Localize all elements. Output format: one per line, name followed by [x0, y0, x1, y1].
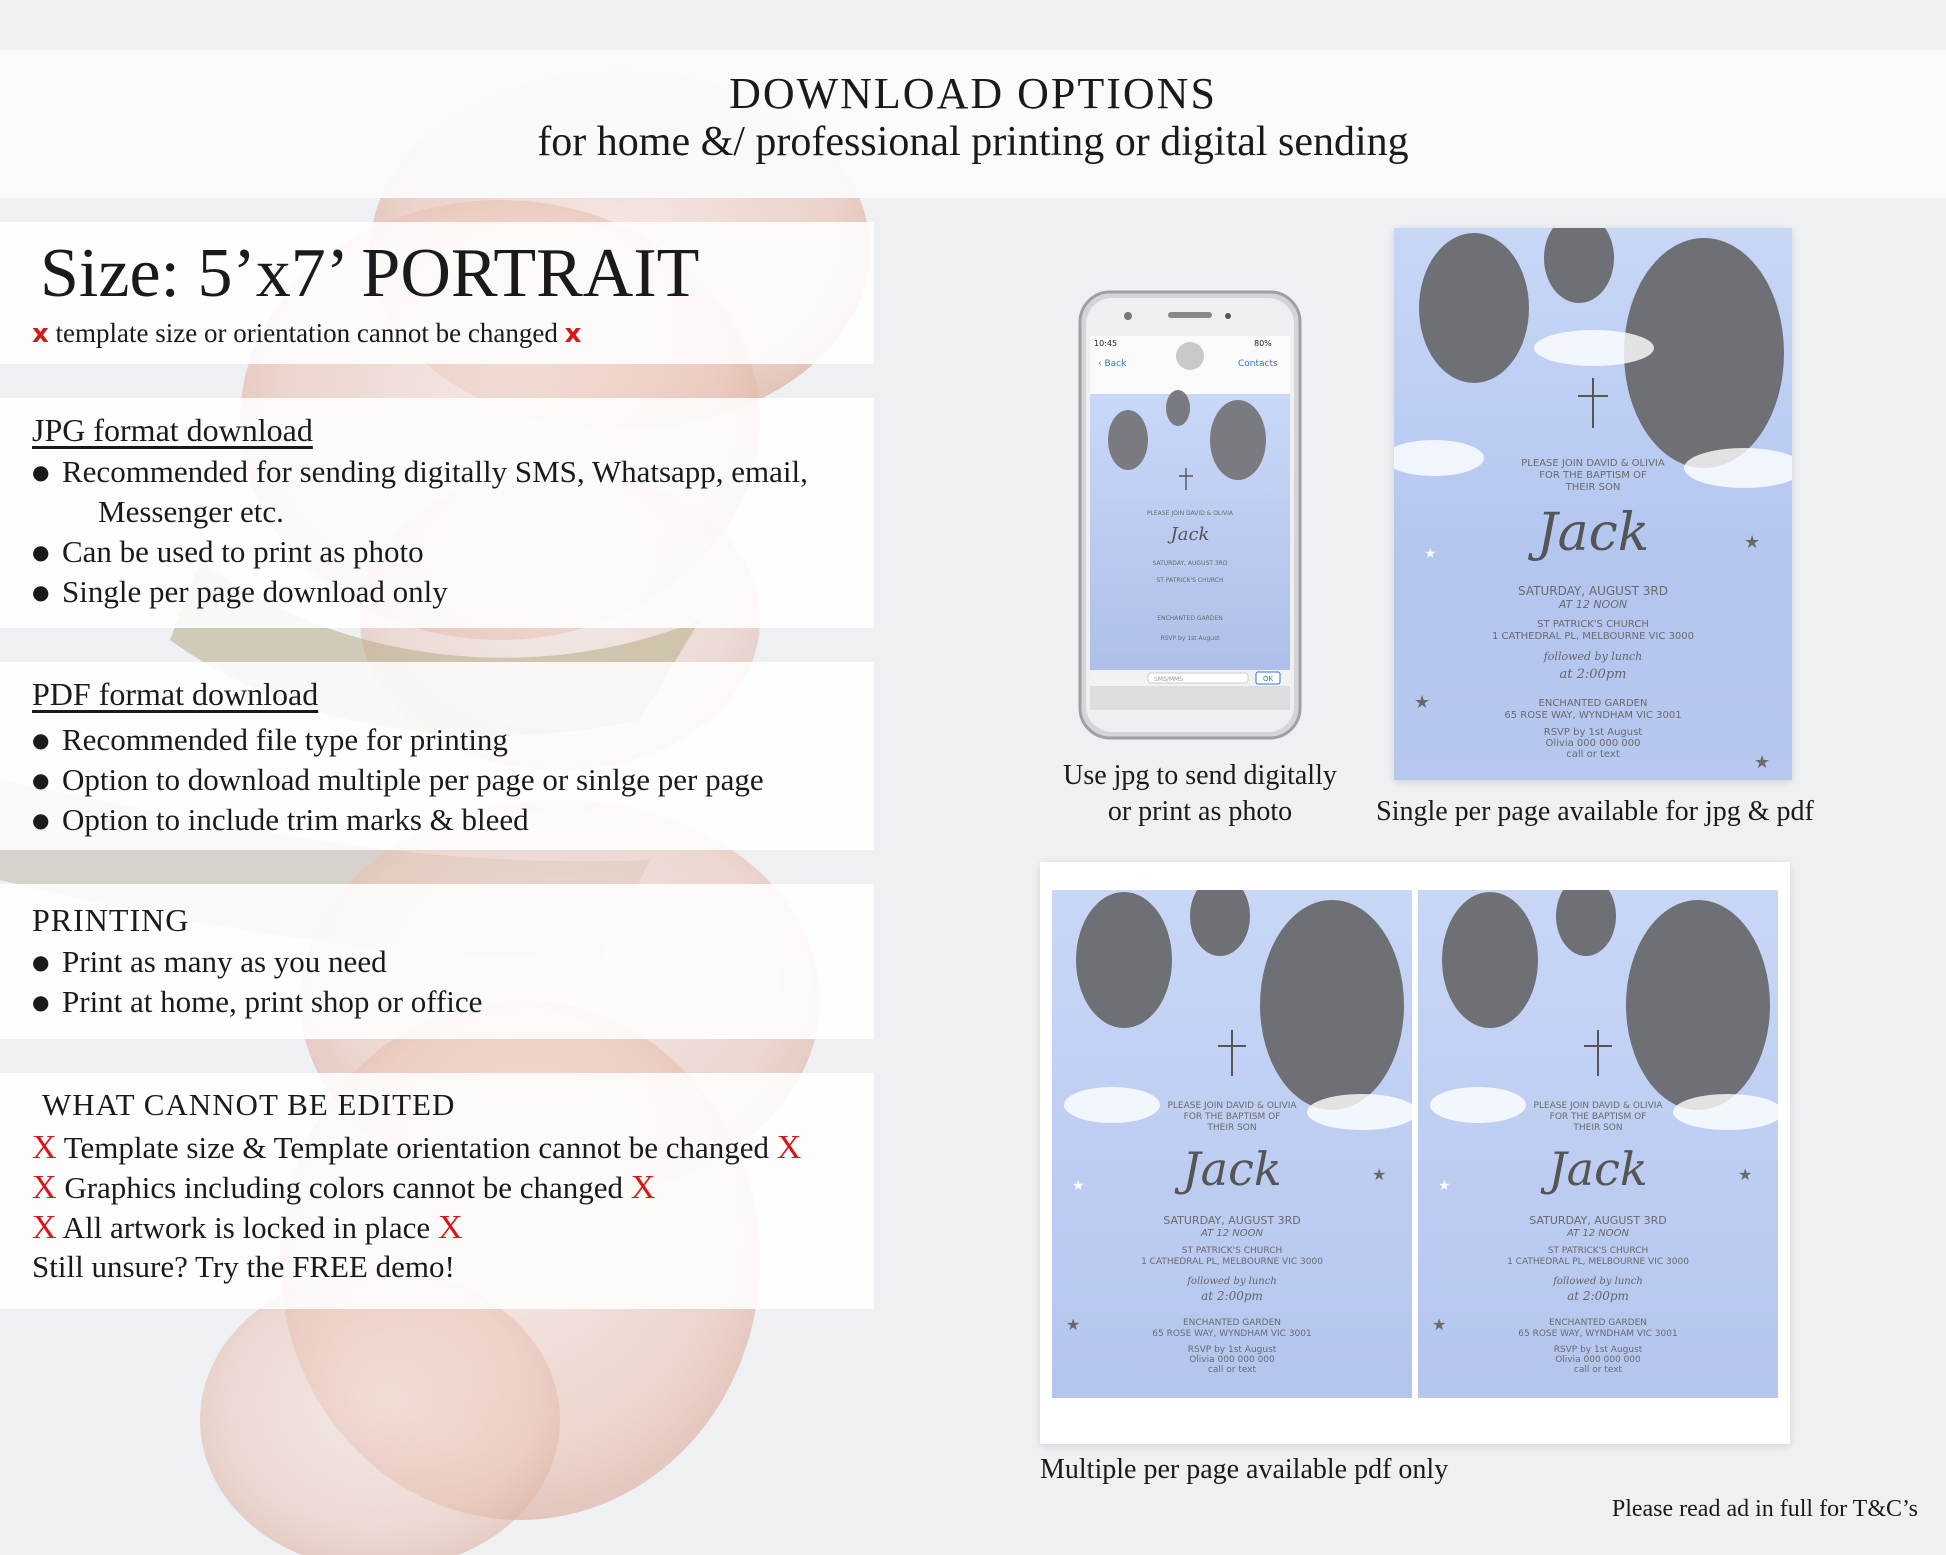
- list-item: ● Single per page download only: [32, 572, 808, 612]
- multi-invite-right: [1418, 890, 1778, 1398]
- invite-name: Jack: [1182, 1142, 1282, 1196]
- invite-time: AT 12 NOON: [1566, 1228, 1630, 1239]
- invite-date: SATURDAY, AUGUST 3RD: [1152, 560, 1228, 567]
- invite-venue: ENCHANTED GARDEN: [1182, 1318, 1282, 1328]
- svg-text:★: ★: [1072, 1179, 1085, 1194]
- jpg-list: [32, 452, 808, 612]
- invite-intro: FOR THE BAPTISM OF: [1539, 470, 1647, 481]
- list-item: ● Option to include trim marks & bleed: [32, 800, 764, 840]
- svg-text:★: ★: [1438, 1179, 1451, 1194]
- restriction-line: [32, 1129, 801, 1167]
- pdf-section: [0, 662, 874, 850]
- message-input[interactable]: SMS/MMS: [1154, 676, 1183, 683]
- svg-text:★: ★: [1754, 752, 1771, 772]
- invite-date: SATURDAY, AUGUST 3RD: [1518, 584, 1668, 598]
- invite-rsvp: RSVP by 1st August: [1187, 1345, 1277, 1355]
- invite-intro: THEIR SON: [1565, 482, 1621, 493]
- svg-text:★: ★: [1432, 1317, 1447, 1334]
- pdf-heading: PDF format download: [32, 676, 319, 712]
- jpg-heading: JPG format download: [32, 412, 313, 448]
- printing-list: [32, 942, 482, 1022]
- x-mark-icon: X: [32, 1209, 57, 1246]
- printing-heading: PRINTING: [32, 902, 190, 938]
- size-section: [0, 222, 874, 364]
- invite-rsvp: call or text: [1207, 1365, 1257, 1375]
- restriction-line: [32, 1209, 463, 1247]
- pdf-list: [32, 720, 764, 840]
- invite-rsvp: RSVP by 1st August: [1160, 635, 1220, 642]
- invite-intro: PLEASE JOIN DAVID & OLIVIA: [1533, 1101, 1663, 1111]
- invite-venue: 1 CATHEDRAL PL, MELBOURNE VIC 3000: [1491, 631, 1695, 642]
- invite-followed: followed by lunch: [1543, 650, 1643, 663]
- invite-rsvp: Olivia 000 000 000: [1545, 738, 1641, 749]
- restriction-text: Graphics including colors cannot be changed: [64, 1170, 623, 1205]
- invite-name: Jack: [1170, 524, 1210, 545]
- phone-caption: [1030, 758, 1370, 830]
- list-item-continuation: Messenger etc.: [98, 494, 284, 529]
- x-mark-icon: X: [32, 1169, 57, 1206]
- invite-intro: FOR THE BAPTISM OF: [1549, 1112, 1647, 1122]
- not-editable-heading: WHAT CANNOT BE EDITED: [42, 1087, 456, 1122]
- invite-followed: followed by lunch: [1187, 1276, 1277, 1287]
- invite-intro: THEIR SON: [1207, 1123, 1257, 1133]
- balloon-icon: [1419, 233, 1529, 383]
- phone-time: 10:45: [1094, 339, 1118, 348]
- x-mark-icon: X: [32, 1129, 57, 1166]
- invite-rsvp: call or text: [1566, 749, 1620, 760]
- invite-rsvp: call or text: [1573, 1365, 1623, 1375]
- invite-time: AT 12 NOON: [1558, 598, 1628, 611]
- invite-venue: ST PATRICK'S CHURCH: [1547, 1246, 1649, 1256]
- invite-followed: followed by lunch: [1553, 1276, 1643, 1287]
- single-caption: Single per page available for jpg & pdf: [1376, 796, 1814, 827]
- svg-text:★: ★: [1414, 692, 1431, 712]
- invite-venue: 65 ROSE WAY, WYNDHAM VIC 3001: [1152, 1329, 1312, 1339]
- list-item: [32, 452, 808, 532]
- not-editable-section: [0, 1073, 874, 1309]
- invite-venue: ST PATRICK'S CHURCH: [1156, 577, 1224, 584]
- x-mark-icon: x: [32, 319, 49, 349]
- list-item: ● Print at home, print shop or office: [32, 982, 482, 1022]
- invite-rsvp: RSVP by 1st August: [1553, 1345, 1643, 1355]
- invite-venue: ENCHANTED GARDEN: [1538, 698, 1648, 709]
- invite-venue: 65 ROSE WAY, WYNDHAM VIC 3001: [1518, 1329, 1678, 1339]
- balloon-icon: [1442, 892, 1538, 1028]
- list-item: ● Can be used to print as photo: [32, 532, 808, 572]
- header-banner: [0, 50, 1946, 198]
- send-button[interactable]: OK: [1262, 675, 1274, 683]
- invite-followed: at 2:00pm: [1201, 1289, 1263, 1303]
- multi-caption: Multiple per page available pdf only: [1040, 1454, 1449, 1485]
- x-mark-icon: x: [564, 319, 582, 349]
- back-link[interactable]: ‹ Back: [1098, 359, 1127, 369]
- caption-line: or print as photo: [1107, 796, 1293, 827]
- invite-venue: 1 CATHEDRAL PL, MELBOURNE VIC 3000: [1507, 1257, 1689, 1267]
- demo-text: Still unsure? Try the FREE demo!: [32, 1249, 455, 1284]
- svg-text:★: ★: [1424, 547, 1437, 562]
- x-mark-icon: X: [776, 1129, 802, 1166]
- list-item: ● Print as many as you need: [32, 942, 482, 982]
- contacts-link[interactable]: Contacts: [1238, 359, 1278, 369]
- list-item: ● Recommended file type for printing: [32, 720, 764, 760]
- invite-intro: FOR THE BAPTISM OF: [1183, 1112, 1281, 1122]
- invite-rsvp: RSVP by 1st August: [1543, 727, 1643, 738]
- list-item: ● Option to download multiple per page or sinlge per page: [32, 760, 764, 800]
- contact-avatar-icon: [1176, 342, 1204, 370]
- balloon-icon: [1108, 410, 1148, 470]
- phone-battery: 80%: [1254, 339, 1272, 348]
- x-mark-icon: X: [630, 1169, 656, 1206]
- invite-name: Jack: [1536, 503, 1650, 563]
- size-title: Size: 5’x7’ PORTRAIT: [40, 235, 700, 312]
- invite-intro: PLEASE JOIN DAVID & OLIVIA: [1521, 458, 1665, 469]
- terms-note: Please read ad in full for T&C’s: [1611, 1496, 1918, 1522]
- restriction-text: Template size & Template orientation cannot be changed: [63, 1130, 770, 1165]
- printing-section: [0, 884, 874, 1039]
- invite-venue: ENCHANTED GARDEN: [1157, 615, 1223, 622]
- invite-venue: 65 ROSE WAY, WYNDHAM VIC 3001: [1504, 710, 1682, 721]
- balloon-icon: [1260, 900, 1404, 1110]
- invite-venue: ENCHANTED GARDEN: [1548, 1318, 1648, 1328]
- svg-text:★: ★: [1738, 1167, 1753, 1184]
- svg-text:★: ★: [1744, 532, 1761, 552]
- invite-intro: PLEASE JOIN DAVID & OLIVIA: [1167, 1101, 1297, 1111]
- size-note-text: template size or orientation cannot be changed: [55, 318, 558, 348]
- list-item-text: Recommended for sending digitally SMS, Whatsapp, email,: [62, 454, 808, 489]
- invite-date: SATURDAY, AUGUST 3RD: [1529, 1214, 1667, 1227]
- svg-text:★: ★: [1066, 1317, 1081, 1334]
- invite-venue: 1 CATHEDRAL PL, MELBOURNE VIC 3000: [1141, 1257, 1323, 1267]
- invite-followed: at 2:00pm: [1567, 1289, 1629, 1303]
- size-note: [32, 318, 581, 349]
- balloon-icon: [1626, 900, 1770, 1110]
- invite-rsvp: Olivia 000 000 000: [1189, 1355, 1275, 1365]
- invite-intro: PLEASE JOIN DAVID & OLIVIA: [1146, 510, 1234, 517]
- svg-text:★: ★: [1372, 1167, 1387, 1184]
- invite-intro: THEIR SON: [1573, 1123, 1623, 1133]
- page-title: DOWNLOAD OPTIONS: [729, 69, 1217, 118]
- jpg-section: [0, 398, 874, 628]
- phone-mockup: [1078, 290, 1302, 740]
- balloon-icon: [1076, 892, 1172, 1028]
- caption-line: Use jpg to send digitally: [1063, 760, 1337, 791]
- invite-rsvp: Olivia 000 000 000: [1555, 1355, 1641, 1365]
- balloon-icon: [1210, 400, 1266, 480]
- page-subtitle: for home &/ professional printing or digital sending: [537, 119, 1409, 165]
- invite-followed: at 2:00pm: [1559, 667, 1627, 682]
- invite-time: AT 12 NOON: [1200, 1228, 1264, 1239]
- x-mark-icon: X: [437, 1209, 463, 1246]
- invite-date: SATURDAY, AUGUST 3RD: [1163, 1214, 1301, 1227]
- single-invite-preview: [1394, 228, 1792, 780]
- balloon-icon: [1166, 390, 1190, 426]
- restriction-line: [32, 1169, 655, 1207]
- restriction-text: All artwork is locked in place: [62, 1210, 431, 1245]
- invite-venue: ST PATRICK'S CHURCH: [1537, 619, 1649, 630]
- multi-invite-left: [1052, 890, 1412, 1398]
- invite-name: Jack: [1548, 1142, 1648, 1196]
- invite-venue: ST PATRICK'S CHURCH: [1181, 1246, 1283, 1256]
